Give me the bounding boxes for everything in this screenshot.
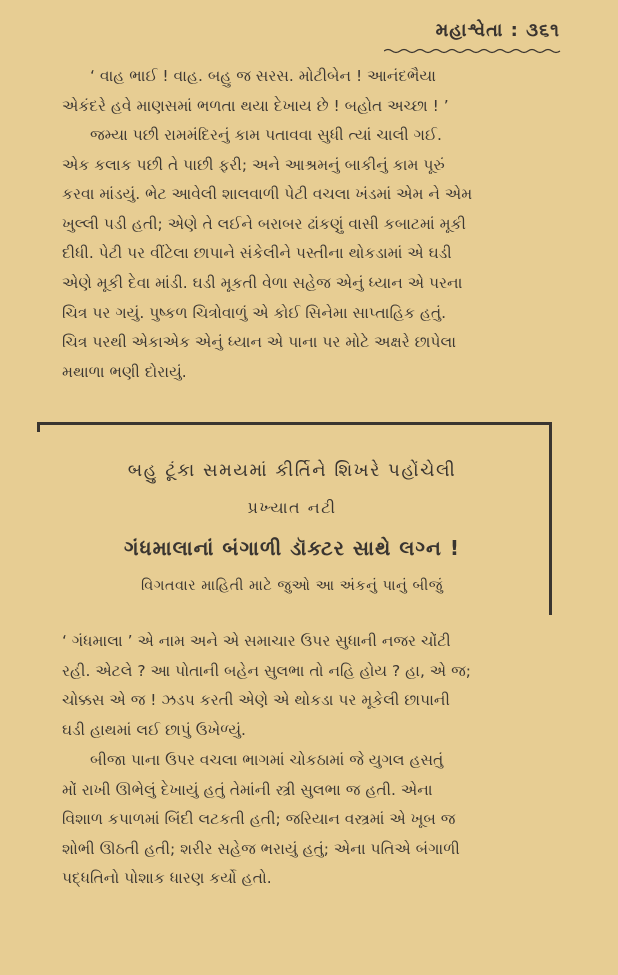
notice-line-4: વિગતવાર માહિતી માટે જુઓ આ અંકનું પાનું બીજું bbox=[141, 578, 443, 594]
text-line: મોં રાખી ઊભેલું દેખાયું હતું તેમાંની સ્ત્રી સુલભા જ હતી. એના bbox=[62, 780, 433, 799]
text-line: એકંદરે હવે માણસમાં ભળતા થયા દેખાય છે ! બહોત અચ્છા ! ’ bbox=[62, 96, 449, 115]
paragraph-1 bbox=[62, 62, 562, 121]
paragraph-3 bbox=[62, 627, 562, 745]
running-head: મહાશ્વેતા : ૩૬૧ bbox=[435, 20, 560, 41]
text-line: શોભી ઊઠતી હતી; શરીર સહેજ ભરાયું હતું; એના પતિએ બંગાળી bbox=[62, 839, 460, 858]
text-line: બીજા પાના ઉપર વચલા ભાગમાં ચોકઠામાં જે યુગલ હસતું bbox=[90, 751, 444, 769]
notice-box-corner bbox=[37, 422, 40, 432]
text-line: જમ્યા પછી રામમંદિરનું કામ પતાવવા સુધી ત્યાં ચાલી ગઈ. bbox=[90, 126, 442, 144]
text-line: ચોક્કસ એ જ ! ઝડપ કરતી એણે એ થોકડા પર મૂકેલી છાપાની bbox=[62, 691, 450, 710]
paragraph-2 bbox=[62, 121, 562, 387]
text-line: દીધી. પેટી પર વીંટેલા છાપાને સંકેલીને પસ્તીના થોકડામાં એ ઘડી bbox=[62, 244, 452, 263]
text-line: ઘડી હાથમાં લઈ છાપું ઉખેળ્યું. bbox=[62, 720, 246, 739]
notice-box bbox=[38, 432, 546, 616]
text-line: એક કલાક પછી તે પાછી ફરી; અને આશ્રમનું બાકીનું કામ પૂરું bbox=[62, 155, 445, 174]
text-line: કરવા માંડયું. ભેટ આવેલી શાલવાળી પેટી વચલા ખંડમાં એમ ને એમ bbox=[62, 185, 473, 204]
text-line: ચિત્ર પર ગયું. પુષ્કળ ચિત્રોવાળું એ કોઈ સિનેમા સાપ્તાહિક હતું. bbox=[62, 303, 447, 322]
notice-line-1: બહુ ટૂંકા સમયમાં કીર્તિને શિખરે પહોંચેલી bbox=[127, 460, 457, 481]
text-line: પદ્ધતિનો પોશાક ધારણ કર્યો હતો. bbox=[62, 869, 272, 888]
text-line: ચિત્ર પરથી એકાએક એનું ધ્યાન એ પાના પર મોટે અક્ષરે છાપેલા bbox=[62, 333, 457, 352]
paragraph-4 bbox=[62, 746, 562, 894]
text-line: એણે મૂકી દેવા માંડી. ઘડી મૂકતી વેળા સહેજ એનું ધ્યાન એ પરના bbox=[62, 273, 463, 292]
text-line: ખુલ્લી પડી હતી; એણે તે લઈને બરાબર ઢાંકણું વાસી કબાટમાં મૂકી bbox=[62, 214, 466, 233]
text-line: રહી. એટલે ? આ પોતાની બહેન સુલભા તો નહિ હોય ? હા, એ જ; bbox=[62, 661, 471, 680]
text-line: મથાળા ભણી દોરાયું. bbox=[62, 362, 187, 381]
notice-line-2: પ્રખ્યાત નટી bbox=[247, 498, 337, 517]
notice-headline: ગંધમાલાનાં બંગાળી ડૉક્ટર સાથે લગ્ન ! bbox=[123, 536, 460, 560]
text-line: વિશાળ કપાળમાં બિંદી લટકતી હતી; જરિયાન વસ્ત્રમાં એ ખૂબ જ bbox=[62, 810, 456, 829]
text-line: ‘ ગંધમાલા ’ એ નામ અને એ સમાચાર ઉપર સુધાની નજર ચોંટી bbox=[62, 632, 451, 650]
text-line: ‘ વાહ ભાઈ ! વાહ. બહુ જ સરસ. મોટીબેન ! આનંદભૈયા bbox=[90, 67, 436, 85]
running-head-underline bbox=[384, 48, 562, 54]
